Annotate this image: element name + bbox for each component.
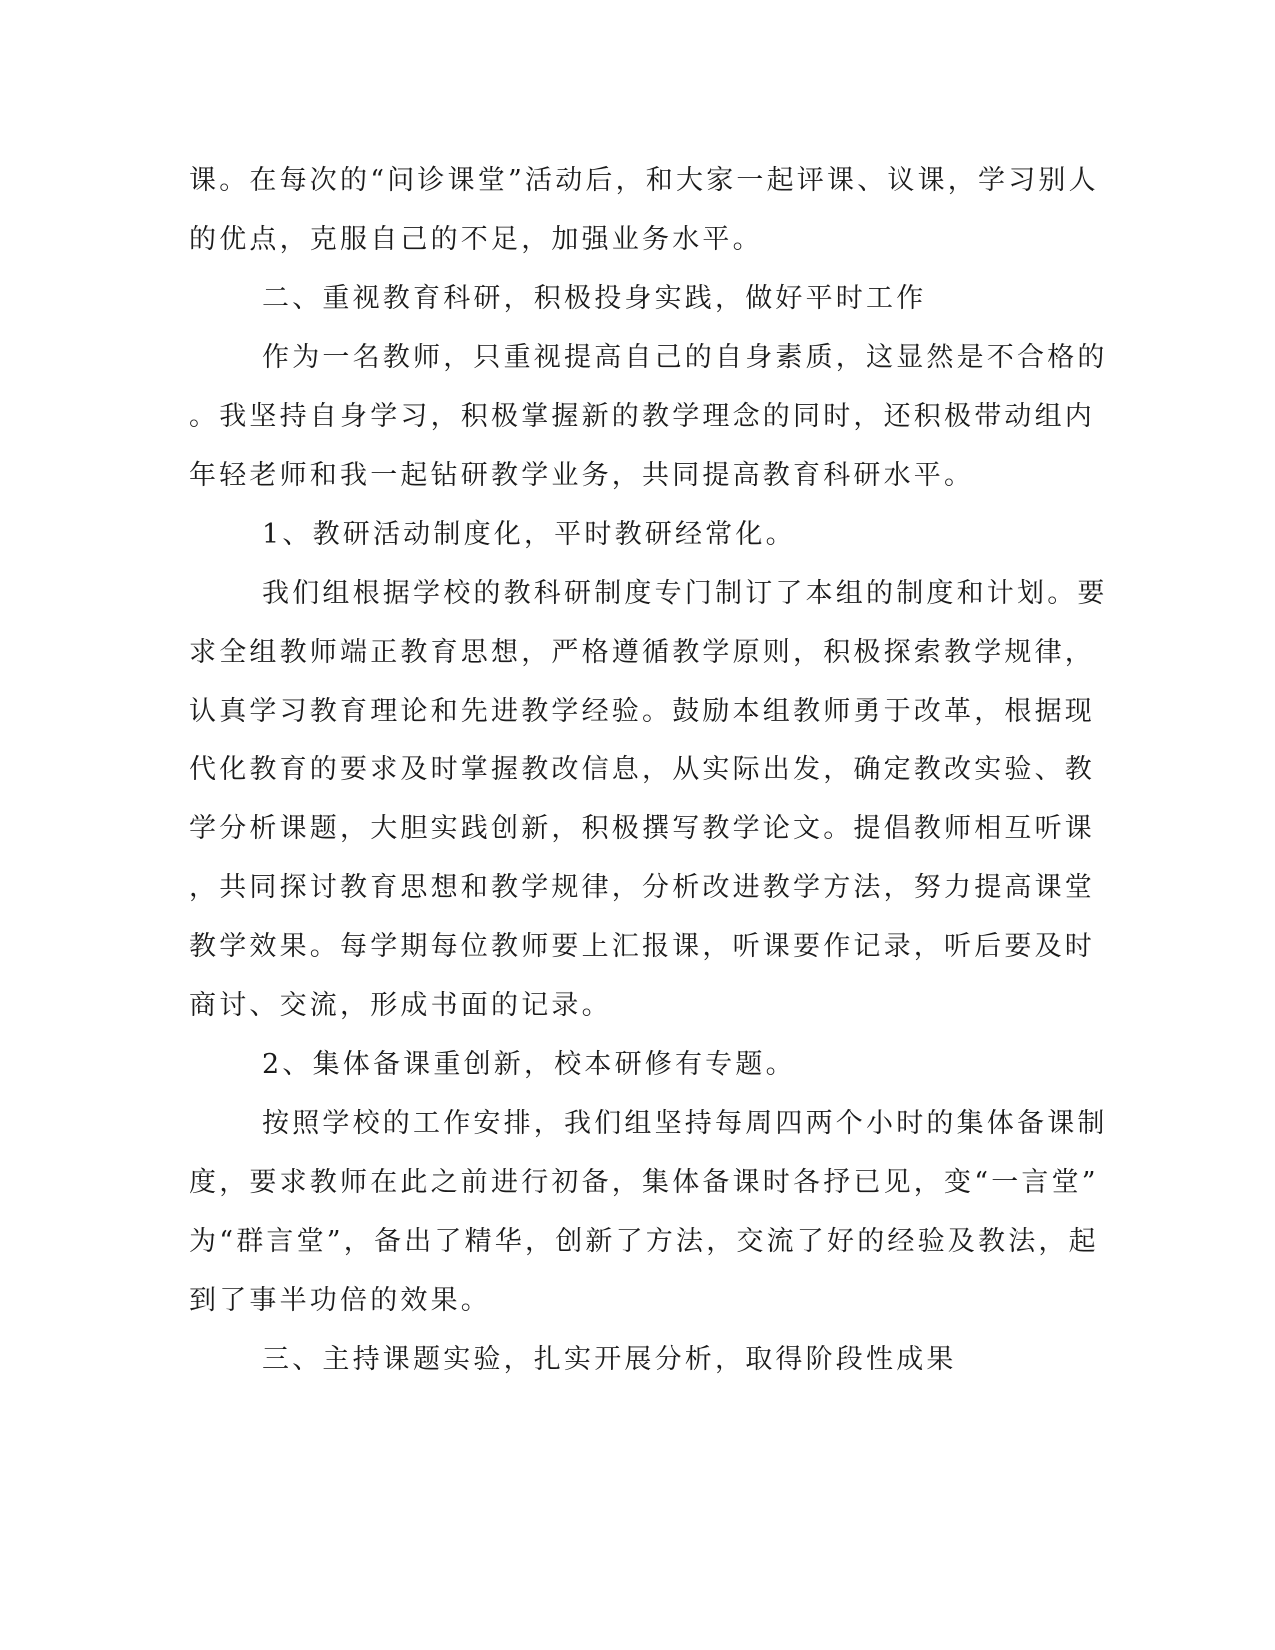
text-line: 求全组教师端正教育思想，严格遵循教学原则，积极探索教学规律， — [189, 637, 1095, 668]
text-line: 度，要求教师在此之前进行初备，集体备课时各抒已见，变“一言堂” — [189, 1167, 1099, 1198]
text-line: 到了事半功倍的效果。 — [189, 1285, 491, 1316]
text-line: 代化教育的要求及时掌握教改信息，从实际出发，确定教改实验、教 — [189, 754, 1095, 785]
paragraph-start: 我们组根据学校的教科研制度专门制订了本组的制度和计划。要 — [262, 578, 1108, 609]
subsection-heading: 2、集体备课重创新，校本研修有专题。 — [262, 1049, 796, 1080]
text-line: 。我坚持自身学习，积极掌握新的教学理念的同时，还积极带动组内 — [189, 401, 1095, 432]
text-line: 学分析课题，大胆实践创新，积极撰写教学论文。提倡教师相互听课 — [189, 813, 1095, 844]
text-line: 的优点，克服自己的不足，加强业务水平。 — [189, 224, 763, 255]
text-line: ，共同探讨教育思想和教学规律，分析改进教学方法，努力提高课堂 — [189, 872, 1095, 903]
section-heading: 三、主持课题实验，扎实开展分析，取得阶段性成果 — [262, 1344, 957, 1375]
text-line: 认真学习教育理论和先进教学经验。鼓励本组教师勇于改革，根据现 — [189, 696, 1095, 727]
text-line: 年轻老师和我一起钻研教学业务，共同提高教育科研水平。 — [189, 460, 975, 491]
text-line: 教学效果。每学期每位教师要上汇报课，听课要作记录，听后要及时 — [189, 931, 1095, 962]
text-line: 课。在每次的“问诊课堂”活动后，和大家一起评课、议课，学习别人 — [189, 165, 1099, 196]
text-line: 商讨、交流，形成书面的记录。 — [189, 990, 612, 1021]
paragraph-start: 作为一名教师，只重视提高自己的自身素质，这显然是不合格的 — [262, 342, 1108, 373]
paragraph-start: 按照学校的工作安排，我们组坚持每周四两个小时的集体备课制 — [262, 1108, 1108, 1139]
section-heading: 二、重视教育科研，积极投身实践，做好平时工作 — [262, 283, 927, 314]
text-line: 为“群言堂”，备出了精华，创新了方法，交流了好的经验及教法，起 — [189, 1226, 1099, 1257]
subsection-heading: 1、教研活动制度化，平时教研经常化。 — [262, 519, 796, 550]
